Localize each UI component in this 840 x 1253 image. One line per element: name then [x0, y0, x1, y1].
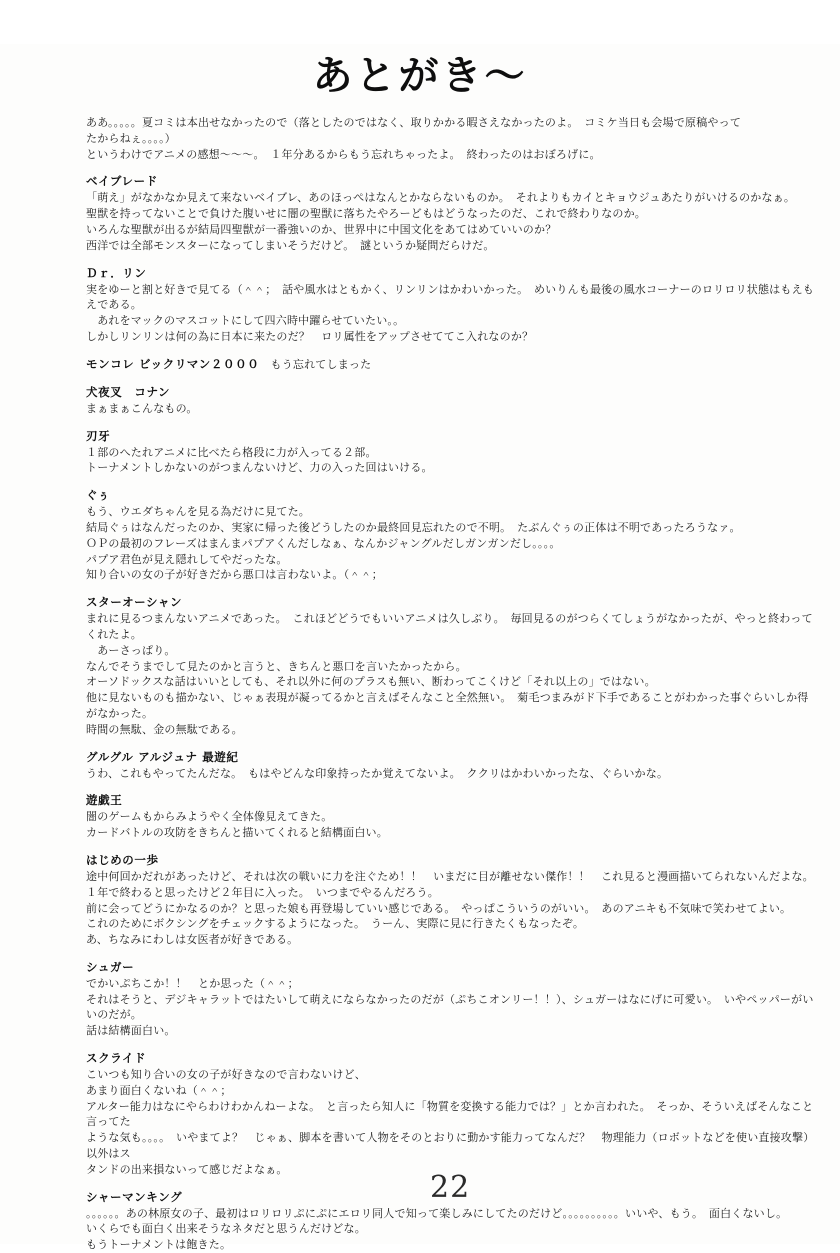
section-heading: スターオーシャン [86, 595, 183, 610]
intro-paragraph [86, 115, 750, 162]
section-line: １部のへたれアニメに比べたら格段に力が入ってる２部。 [86, 445, 377, 459]
review-section [86, 428, 816, 477]
section-line: あ、ちなみにわしは女医者が好きである。 [86, 933, 299, 947]
section-line: 。。。。。。あの林原女の子、最初はロリロリぷにぷにエロリ同人で知って楽しみにしてたのだけど。。。。。。。。。。いいや、もう。 面白くないし。 [86, 1206, 788, 1220]
review-section [86, 487, 816, 583]
section-line: もうトーナメントは飽きた。 [86, 1238, 232, 1252]
section-line: これのためにボクシングをチェックするようになった。 うーん、実際に見に行きたくもなったぞ。 [86, 917, 585, 931]
section-line: なんでそうまでして見たのかと言うと、きちんと悪口を言いたかったから。 [86, 659, 467, 673]
review-section [86, 265, 816, 345]
review-section [86, 356, 816, 373]
section-line: いくらでも面白く出来そうなネタだと思うんだけどな。 [86, 1222, 366, 1236]
section-line: こいつも知り合いの女の子が好きなので言わないけど、 [86, 1068, 366, 1082]
section-heading: 遊戯王 [86, 793, 123, 808]
section-line: 知り合いの女の子が好きだから悪口は言わないよ。（＾＾； [86, 568, 383, 582]
section-line: 西洋では全部モンスターになってしまいそうだけど。 謎というか疑問だらけだ。 [86, 238, 495, 252]
section-line: オーソドックスな話はいいとしても、それ以外に何のプラスも無い、断わってこくけど「それ以上の」ではない。 [86, 675, 656, 689]
review-section [86, 1050, 816, 1178]
review-section [86, 749, 816, 782]
section-line: もう、ウエダちゃんを見る為だけに見てた。 [86, 505, 310, 519]
section-line: しかしリンリンは何の為に日本に来たのだ？ ロリ属性をアップさせててこ入れなのか？ [86, 329, 534, 343]
section-heading: 犬夜叉 コナン [86, 384, 171, 399]
section-line: まれに見るつまんないアニメであった。 これほどどうでもいいアニメは久しぶり。 毎回見るのがつらくてしょうがなかったが、やっと終わってくれたよ。 [86, 612, 813, 641]
section-line: あーさっぱり。 [86, 643, 176, 657]
section-heading: モンコレ ビックリマン２０００ もう忘れてしまった [86, 356, 372, 371]
section-line: あれをマックのマスコットにして四六時中躍らせていたい。。 [86, 314, 405, 328]
section-heading: シュガー [86, 959, 135, 974]
section-line: 途中何回かだれがあったけど、それは次の戦いに力を注ぐため！！ いまだに目が離せない傑作！！ これ見ると漫画描いてられないんだよな。 [86, 869, 814, 883]
section-line: 「萌え」がなかなか見えて来ないベイブレ、あのほっぺはなんとかならないものか。 それよりもカイとキョウジュあたりがいけるのかなぁ。 [86, 191, 796, 205]
review-section [86, 792, 816, 841]
section-line: それはそうと、デジキャラットではたいして萌えにならなかったのだが（ぷちこオンリー！！）、シュガーはなにげに可愛い。 いやペッパーがいいのだが。 [86, 992, 814, 1022]
section-line: 前に会ってどうにかなるのか？と思った娘も再登場していい感じである。 やっぱこういうのがいい。 あのアニキも不気味で笑わせてよい。 [86, 901, 792, 915]
review-section [86, 959, 816, 1039]
section-line: いろんな聖獣が出るが結局四聖獣が一番強いのか、世界中に中国文化をあてはめていいのか？ [86, 222, 557, 236]
section-line: １年で終わると思ったけど２年目に入った。 いつまでやるんだろう。 [86, 885, 439, 899]
section-line: 闇のゲームもからみようやく全体像見えてきた。 [86, 810, 333, 824]
section-heading: はじめの一歩 [86, 852, 159, 867]
intro-line: というわけでアニメの感想～～～。 １年分あるからもう忘れちゃったよ。 終わったのはおぼろげに。 [86, 147, 601, 161]
section-heading: グルグル アルジュナ 最遊紀 [86, 749, 239, 764]
intro-line: ああ。。。。。夏コミは本出せなかったので（落としたのではなく、取りかかる暇さえなかったのよ。 コミケ当日も会場で原稿やってたからねぇ。。。。） [86, 116, 742, 145]
section-line: タンドの出来損ないって感じだよなぁ。 [86, 1162, 288, 1176]
section-line: うわ、これもやってたんだな。 もはやどんな印象持ったか覚えてないよ。 ククリはかわいかったな、ぐらいかな。 [86, 766, 669, 780]
section-heading: シャーマンキング [86, 1189, 183, 1204]
section-heading: ぐぅ [86, 488, 110, 503]
section-line: 他に見ないものも描かない、じゃぁ表現が凝ってるかと言えばそんなこと全然無い。 菊毛つまみがド下手であることがわかった事ぐらいしか得がなかった。 [86, 691, 809, 720]
section-line: ような気も。。。。 いやまてよ？ じゃぁ、脚本を書いて人物をそのとおりに動かす能力ってなんだ？ 物理能力（ロボットなどを使い直接攻撃）以外はス [86, 1131, 815, 1161]
review-section [86, 594, 816, 737]
section-line: でかいぷちこか！！ とか思った（＾＾； [86, 976, 299, 990]
section-line: ＯＰの最初のフレーズはまんまパプアくんだしなぁ、なんかジャングルだしガンガンだし。。。。 [86, 536, 561, 550]
afterword-page [0, 44, 840, 1252]
section-line: カードバトルの攻防をきちんと描いてくれると結構面白い。 [86, 826, 388, 840]
section-inline-note: もう忘れてしまった [259, 357, 372, 371]
section-line: あまり面白くないね（＾＾； [86, 1083, 232, 1097]
section-heading: Ｄｒ．リン [86, 265, 147, 280]
section-line: 時間の無駄、金の無駄である。 [86, 722, 243, 736]
section-line: まぁまぁこんなもの。 [86, 401, 198, 415]
review-section [86, 173, 816, 253]
review-section [86, 384, 816, 417]
section-line: パプア君色が見え隠れしてやだったな。 [86, 552, 288, 566]
section-line: 話は結構面白い。 [86, 1024, 176, 1038]
section-heading: ベイブレード [86, 174, 158, 189]
page-number: 22 [430, 1170, 471, 1205]
section-heading: スクライド [86, 1051, 147, 1066]
section-line: アルター能力はなにやらわけわかんねーよな。 と言ったら知人に「物質を変換する能力では？」とか言われた。 そっか、そういえばそんなこと言ってた [86, 1099, 814, 1129]
section-line: 実をゆーと割と好きで見てる（＾＾； 話や風水はともかく、リンリンはかわいかった。 めいりんも最後の風水コーナーのロリロリ状態はもえもえである。 [86, 282, 814, 312]
section-line: 聖獣を持ってないことで負けた腹いせに闇の聖獣に落ちたやろーどもはどうなったのだ、これで終わりなのか。 [86, 207, 646, 221]
review-sections [0, 173, 840, 1253]
section-line: 結局ぐぅはなんだったのか、実家に帰った後どうしたのか最終回見忘れたので不明。 たぶんぐぅの正体は不明であったろうなァ。 [86, 520, 741, 534]
review-section [86, 852, 816, 948]
page-title: あとがき～ [312, 53, 528, 99]
section-heading: 刃牙 [86, 428, 111, 443]
section-line: トーナメントしかないのがつまんないけど、力の入った回はいける。 [86, 461, 433, 475]
